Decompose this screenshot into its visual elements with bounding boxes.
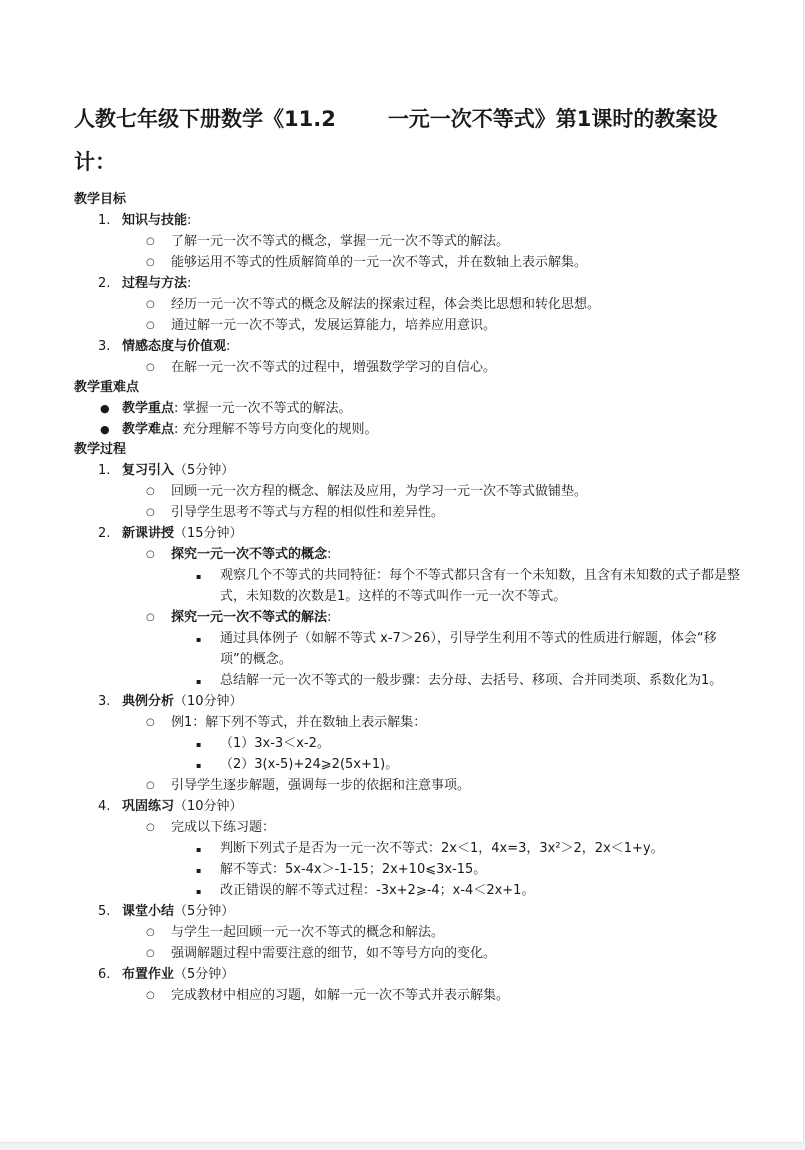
list-item: ○ 了解一元一次不等式的概念，掌握一元一次不等式的解法。 <box>74 231 744 252</box>
square-bullet-icon: ▪ <box>196 845 202 854</box>
square-bullet-icon: ▪ <box>196 887 202 896</box>
circle-bullet-icon: ○ <box>146 780 155 791</box>
section-heading-process: 教学过程 <box>74 442 127 457</box>
list-item: ▪ 解不等式：5x-4x＞-1-15；2x+10⩽3x-15。 <box>74 859 744 880</box>
list-item: ○ 在解一元一次不等式的过程中，增强数学学习的自信心。 <box>74 357 744 378</box>
list-item: 2. 新课讲授（15分钟） <box>98 526 243 541</box>
list-item: ○ 能够运用不等式的性质解简单的一元一次不等式，并在数轴上表示解集。 <box>74 252 744 273</box>
list-item: ▪ 判断下列式子是否为一元一次不等式：2x＜1，4x=3，3x²＞2，2x＜1+y。 <box>74 838 744 859</box>
list-item: 4. 巩固练习（10分钟） <box>98 799 243 814</box>
list-item: ○ 通过解一元一次不等式，发展运算能力，培养应用意识。 <box>74 315 744 336</box>
key-points-list <box>74 398 744 440</box>
circle-bullet-icon: ○ <box>146 612 155 623</box>
list-item: ○ 引导学生逐步解题，强调每一步的依据和注意事项。 <box>74 775 744 796</box>
dot-bullet-icon: ● <box>100 423 110 436</box>
list-item: ○ 强调解题过程中需要注意的细节，如不等号方向的变化。 <box>74 943 744 964</box>
list-item: ▪ （2）3(x-5)+24⩾2(5x+1)。 <box>74 754 744 775</box>
dot-bullet-icon: ● <box>100 402 110 415</box>
document-body <box>74 98 744 1006</box>
list-item: ○ 与学生一起回顾一元一次不等式的概念和解法。 <box>74 922 744 943</box>
circle-bullet-icon: ○ <box>146 236 155 247</box>
circle-bullet-icon: ○ <box>146 299 155 310</box>
list-item: 3. 情感态度与价值观: <box>98 339 231 354</box>
process-list <box>74 460 744 1006</box>
section-heading-key-points: 教学重难点 <box>74 380 140 395</box>
list-item: ○ 完成以下练习题： <box>74 817 744 838</box>
square-bullet-icon: ▪ <box>196 677 202 686</box>
list-item: 5. 课堂小结（5分钟） <box>98 904 235 919</box>
list-item: ○ 探究一元一次不等式的解法: <box>74 607 744 628</box>
list-item: ▪ 总结解一元一次不等式的一般步骤：去分母、去括号、移项、合并同类项、系数化为1。 <box>74 670 744 691</box>
list-item: ○ 回顾一元一次方程的概念、解法及应用，为学习一元一次不等式做铺垫。 <box>74 481 744 502</box>
list-item: 3. 典例分析（10分钟） <box>98 694 243 709</box>
circle-bullet-icon: ○ <box>146 549 155 560</box>
document-title: 人教七年级下册数学《11.2 一元一次不等式》第1课时的教案设计： <box>74 107 718 174</box>
square-bullet-icon: ▪ <box>196 740 202 749</box>
list-item: ● 教学难点: 充分理解不等号方向变化的规则。 <box>74 419 744 440</box>
list-item: 1. 知识与技能: <box>98 213 192 228</box>
list-item: ○ 例1：解下列不等式，并在数轴上表示解集： <box>74 712 744 733</box>
list-item: ▪ （1）3x-3＜x-2。 <box>74 733 744 754</box>
circle-bullet-icon: ○ <box>146 362 155 373</box>
circle-bullet-icon: ○ <box>146 948 155 959</box>
list-item: ▪ 通过具体例子（如解不等式 x-7＞26），引导学生利用不等式的性质进行解题，体会“移项”的概念。 <box>196 631 717 667</box>
square-bullet-icon: ▪ <box>196 572 202 581</box>
circle-bullet-icon: ○ <box>146 717 155 728</box>
circle-bullet-icon: ○ <box>146 486 155 497</box>
circle-bullet-icon: ○ <box>146 822 155 833</box>
list-item: ○ 完成教材中相应的习题，如解一元一次不等式并表示解集。 <box>74 985 744 1006</box>
square-bullet-icon: ▪ <box>196 866 202 875</box>
list-item: 1. 复习引入（5分钟） <box>98 463 235 478</box>
objectives-list <box>74 210 744 378</box>
section-heading-objectives: 教学目标 <box>74 192 127 207</box>
list-item: ○ 引导学生思考不等式与方程的相似性和差异性。 <box>74 502 744 523</box>
square-bullet-icon: ▪ <box>196 635 202 644</box>
circle-bullet-icon: ○ <box>146 320 155 331</box>
circle-bullet-icon: ○ <box>146 990 155 1001</box>
list-item: 6. 布置作业（5分钟） <box>98 967 235 982</box>
list-item: 2. 过程与方法: <box>98 276 192 291</box>
list-item: ▪ 观察几个不等式的共同特征：每个不等式都只含有一个未知数，且含有未知数的式子都是整式，未知数的次数是1。这样的不等式叫作一元一次不等式。 <box>196 568 741 604</box>
list-item: ▪ 改正错误的解不等式过程：-3x+2⩾-4；x-4＜2x+1。 <box>74 880 744 901</box>
circle-bullet-icon: ○ <box>146 507 155 518</box>
list-item: ○ 探究一元一次不等式的概念: <box>74 544 744 565</box>
circle-bullet-icon: ○ <box>146 927 155 938</box>
square-bullet-icon: ▪ <box>196 761 202 770</box>
list-item: ● 教学重点: 掌握一元一次不等式的解法。 <box>74 398 744 419</box>
list-item: ○ 经历一元一次不等式的概念及解法的探索过程，体会类比思想和转化思想。 <box>74 294 744 315</box>
circle-bullet-icon: ○ <box>146 257 155 268</box>
